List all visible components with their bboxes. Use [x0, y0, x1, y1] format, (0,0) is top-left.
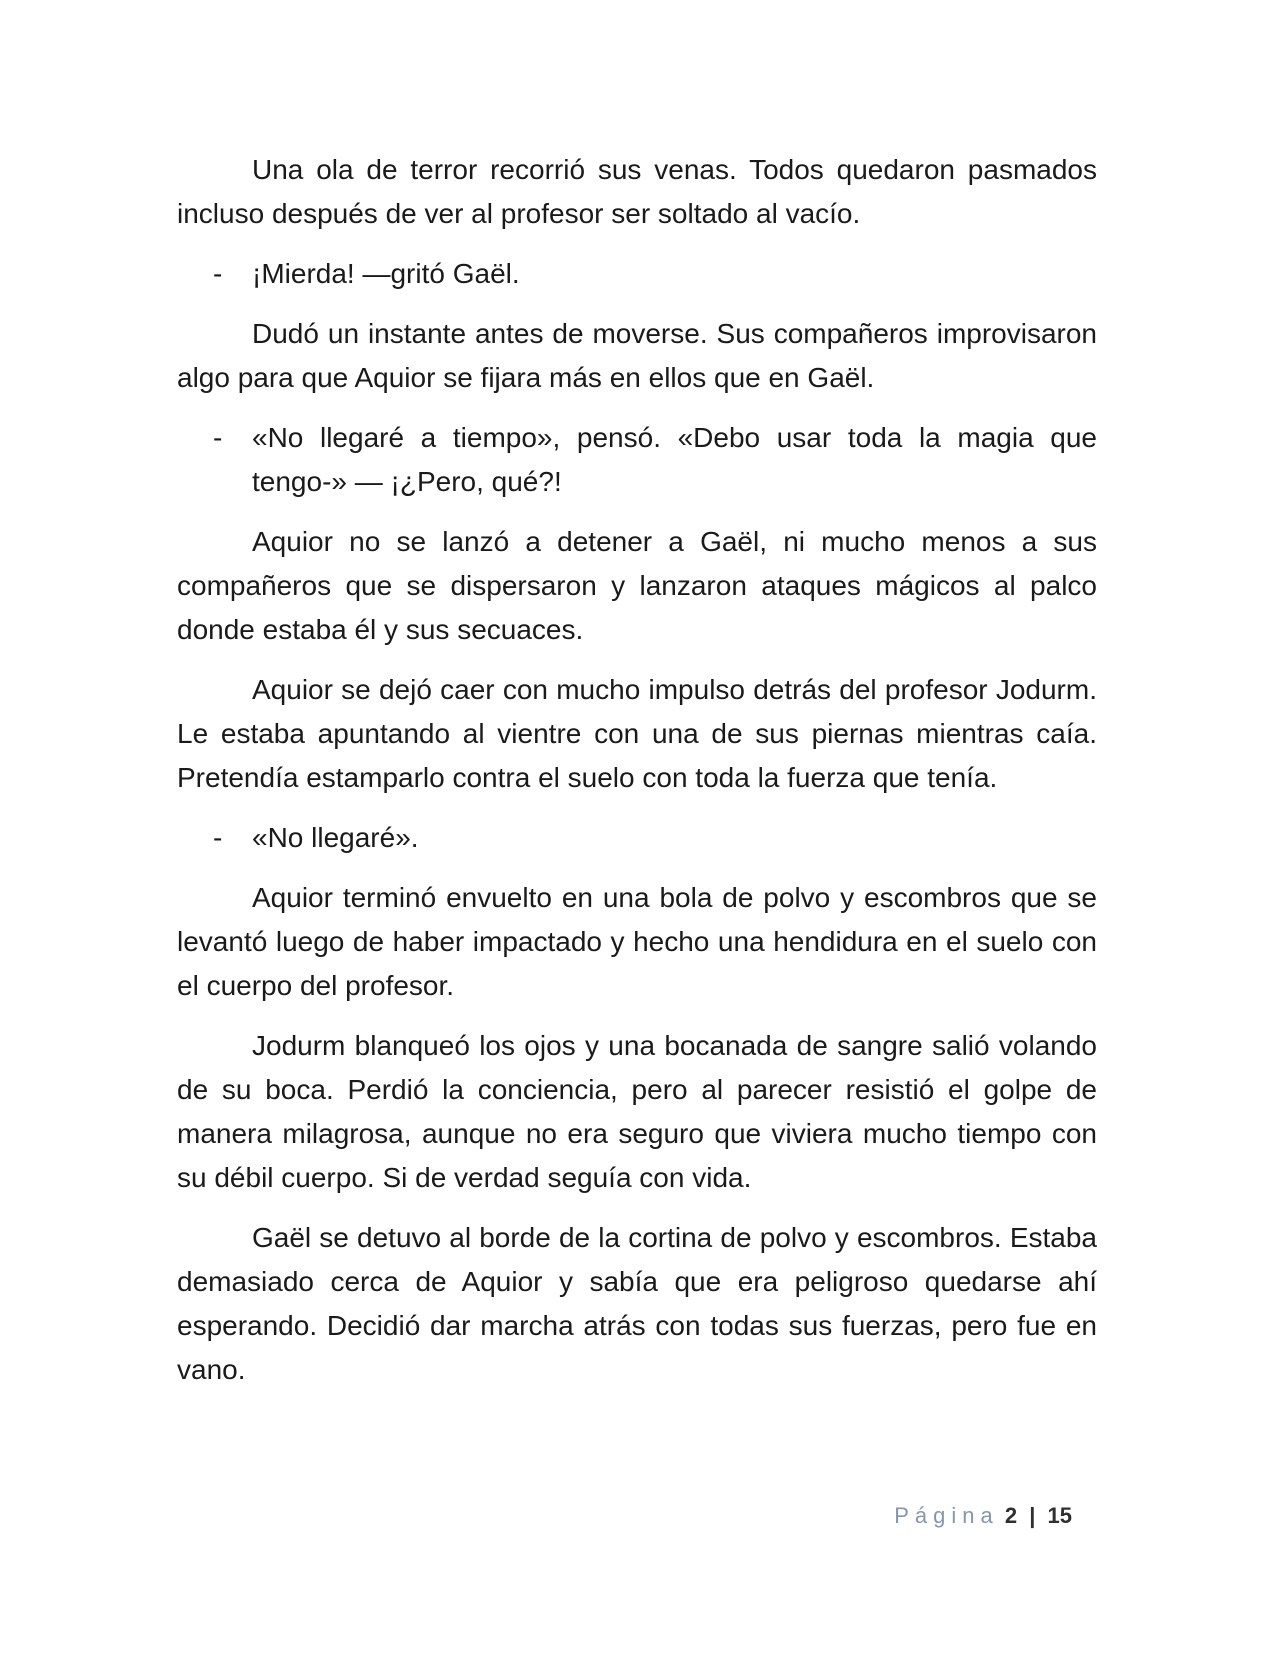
page-total: 15 [1047, 1503, 1072, 1528]
page-footer [894, 1502, 1072, 1530]
paragraph: Aquior no se lanzó a detener a Gaël, ni mucho menos a sus compañeros que se dispersaron y lanzaron ataques mágicos al palco donde estaba él y sus secuaces. [177, 526, 1097, 645]
dialog-dash: - [213, 822, 223, 853]
dialog-dash: - [213, 258, 223, 289]
dialog-text: «No llegaré a tiempo», pensó. «Debo usar toda la magia que tengo-» — ¡¿Pero, qué?! [252, 422, 1097, 497]
paragraph: Aquior terminó envuelto en una bola de polvo y escombros que se levantó luego de haber impactado y hecho una hendidura en el suelo con el cuerpo del profesor. [177, 882, 1097, 1001]
paragraph: Aquior se dejó caer con mucho impulso detrás del profesor Jodurm. Le estaba apuntando al vientre con una de sus piernas mientras caía. Pretendía estamparlo contra el suelo con toda la fuerza que tenía. [177, 674, 1097, 793]
dialog-line [177, 252, 1097, 296]
page-number: 2 [1004, 1503, 1018, 1528]
page-separator: | [1029, 1503, 1036, 1528]
dialog-text: «No llegaré». [252, 822, 419, 853]
paragraph: Dudó un instante antes de moverse. Sus compañeros improvisaron algo para que Aquior se fijara más en ellos que en Gaël. [177, 318, 1097, 393]
paragraph: Una ola de terror recorrió sus venas. Todos quedaron pasmados incluso después de ver al profesor ser soltado al vacío. [177, 154, 1097, 229]
dialog-line [177, 416, 1097, 504]
paragraph: Jodurm blanqueó los ojos y una bocanada de sangre salió volando de su boca. Perdió la conciencia, pero al parecer resistió el golpe de manera milagrosa, aunque no era seguro que viviera mucho tiempo con su débil cuerpo. Si de verdad seguía con vida. [177, 1030, 1097, 1193]
document-body [177, 148, 1097, 1408]
dialog-line [177, 816, 1097, 860]
page-label: Página [894, 1503, 999, 1528]
paragraph: Gaël se detuvo al borde de la cortina de polvo y escombros. Estaba demasiado cerca de Aquior y sabía que era peligroso quedarse ahí esperando. Decidió dar marcha atrás con todas sus fuerzas, pero fue en vano. [177, 1222, 1097, 1385]
dialog-dash: - [213, 422, 223, 453]
dialog-text: ¡Mierda! —gritó Gaël. [252, 258, 520, 289]
